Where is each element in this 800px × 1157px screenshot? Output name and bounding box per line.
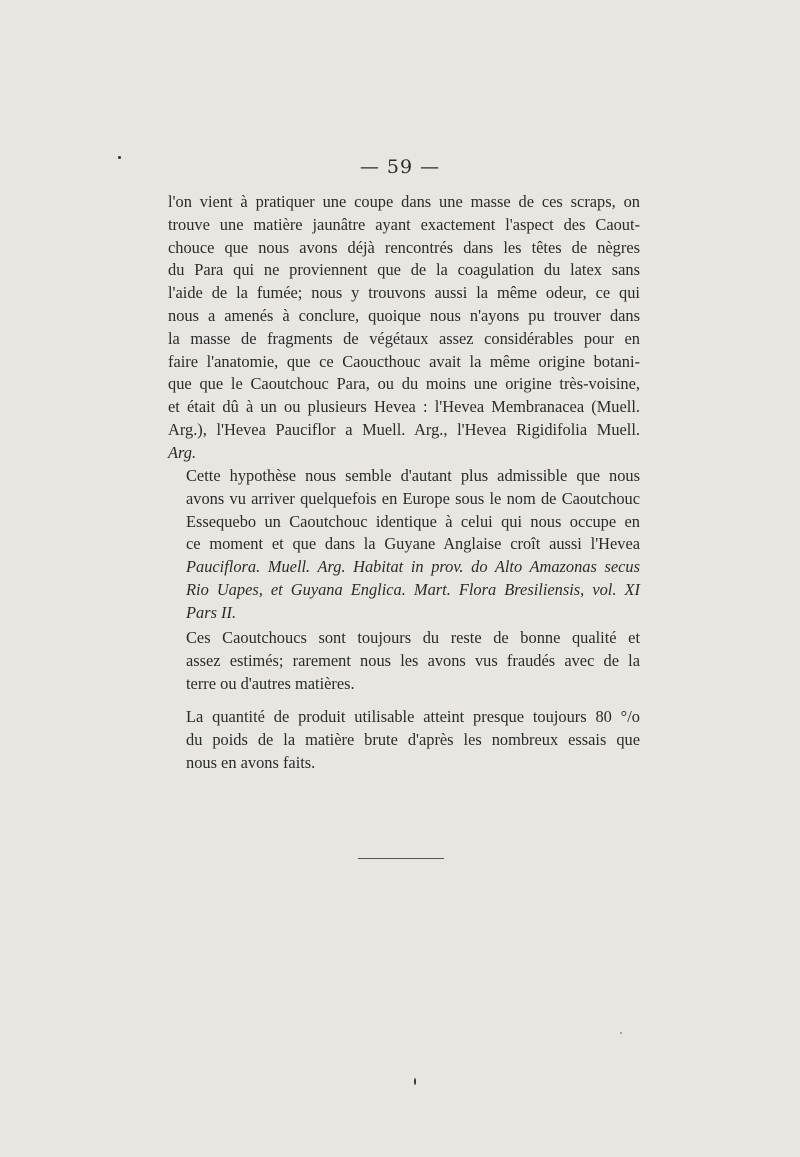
ink-speck [414, 1078, 416, 1085]
text-line: Pars II. [186, 602, 237, 622]
ink-speck [620, 1032, 622, 1034]
text-line: avons vu arriver quelquefois en Europe sous le nom de Caoutchouc [186, 488, 640, 508]
text-line: chouce que nous avons déjà rencontrés dans les têtes de nègres [168, 237, 640, 257]
text-line: assez estimés; rarement nous les avons vus fraudés avec de la [186, 650, 640, 670]
paragraph-2 [168, 465, 640, 625]
text-line: l'aide de la fumée; nous y trouvons aussi la même odeur, ce qui [168, 283, 640, 303]
section-divider [358, 858, 444, 859]
text-line: la masse de fragments de végétaux assez considérables pour en [168, 328, 640, 348]
text-line: du Para qui ne proviennent que de la coagulation du latex sans [168, 260, 640, 280]
text-line: Essequebo un Caoutchouc identique à celui qui nous occupe en [186, 511, 640, 531]
text-line: nous en avons faits. [186, 752, 316, 772]
text-line: nous a amenés à conclure, quoique nous n'ayons pu trouver dans [168, 305, 640, 325]
text-line: Cette hypothèse nous semble d'autant plus admissible que nous [186, 466, 640, 485]
paragraph-1 [168, 191, 640, 465]
paragraph-4 [168, 706, 640, 774]
text-line: terre ou d'autres matières. [186, 673, 355, 693]
text-line: Arg.), l'Hevea Pauciflor a Muell. Arg., l'Hevea Rigidifolia Muell. [168, 419, 640, 439]
paragraph-3 [168, 627, 640, 695]
text-line: trouve une matière jaunâtre ayant exactement l'aspect des Caout- [168, 214, 640, 234]
ink-speck [118, 156, 121, 159]
text-line: La quantité de produit utilisable atteint presque toujours 80 °/o [186, 707, 640, 726]
text-line: l'on vient à pratiquer une coupe dans une masse de ces scraps, on [168, 192, 640, 211]
text-line: ce moment et que dans la Guyane Anglaise croît aussi l'Hevea [186, 534, 640, 554]
text-line: Rio Uapes, et Guyana Englica. Mart. Flora Bresiliensis, vol. XI [186, 579, 640, 599]
text-line: que que le Caoutchouc Para, ou du moins une origine très-voisine, [168, 374, 640, 394]
page-number: — 59 — [359, 156, 441, 178]
text-line: faire l'anatomie, que ce Caoucthouc avait la même origine botani- [168, 351, 640, 371]
text-line: Pauciflora. Muell. Arg. Habitat in prov. do Alto Amazonas secus [186, 557, 640, 577]
text-line: et était dû à un ou plusieurs Hevea : l'Hevea Membranacea (Muell. [168, 397, 640, 417]
text-line: du poids de la matière brute d'après les nombreux essais que [186, 729, 640, 749]
text-line: Ces Caoutchoucs sont toujours du reste de bonne qualité et [186, 628, 640, 647]
text-line: Arg. [168, 442, 197, 462]
